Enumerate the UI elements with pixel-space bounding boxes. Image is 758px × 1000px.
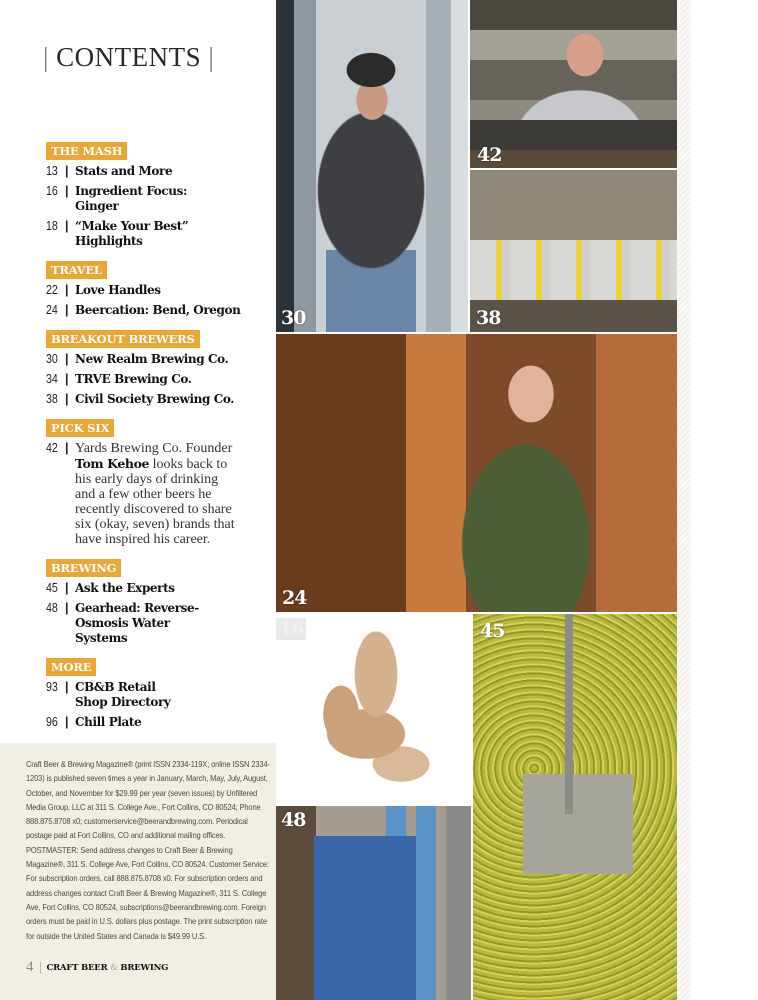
toc-entry[interactable] xyxy=(46,680,272,710)
page-number: 16 xyxy=(46,184,58,198)
page-number: 22 xyxy=(46,283,58,297)
photo-hops-kettle[interactable] xyxy=(473,614,677,1000)
page-number: 93 xyxy=(46,680,58,694)
section-tag: TRAVEL xyxy=(46,261,107,279)
entry-title: Chill Plate xyxy=(75,715,142,729)
entry-description xyxy=(75,441,235,547)
toc-section-travel xyxy=(46,259,272,318)
separator: | xyxy=(65,680,69,694)
entry-title: Beercation: Bend, Oregon xyxy=(75,303,241,317)
desc-text: looks back to his early days of drinking and a few other beers he recently discovered to share six (okay, seven) brands that have inspired his career. xyxy=(75,457,235,547)
photo-page-number: 30 xyxy=(281,307,306,329)
toc-section-brewing xyxy=(46,557,272,646)
table-of-contents xyxy=(46,140,272,740)
separator: | xyxy=(65,303,69,317)
separator: | xyxy=(65,283,69,297)
page-number: 30 xyxy=(46,352,58,366)
entry-title: Stats and More xyxy=(75,164,173,178)
separator: | xyxy=(65,441,69,455)
folio-page-number: 4 xyxy=(26,959,34,975)
photo-new-realm-brewer[interactable] xyxy=(276,0,468,332)
photo-page-number: 45 xyxy=(480,620,505,642)
toc-entry[interactable] xyxy=(46,372,272,387)
photo-pick-six-man-with-pint[interactable] xyxy=(470,0,677,168)
separator: | xyxy=(65,581,69,595)
separator: | xyxy=(65,219,69,233)
page-number: 96 xyxy=(46,715,58,729)
folio-divider xyxy=(40,962,41,974)
photo-page-number: 48 xyxy=(281,809,306,831)
photo-page-number: 38 xyxy=(476,307,501,329)
entry-title: New Realm Brewing Co. xyxy=(75,352,229,366)
toc-section-breakout-brewers xyxy=(46,328,272,407)
separator: | xyxy=(65,164,69,178)
toc-entry[interactable] xyxy=(46,715,272,730)
toc-entry[interactable] xyxy=(46,283,272,298)
page-number: 45 xyxy=(46,581,58,595)
section-tag: BREWING xyxy=(46,559,121,577)
photo-reverse-osmosis-system[interactable] xyxy=(276,806,471,1000)
page-number: 34 xyxy=(46,372,58,386)
section-tag: BREAKOUT BREWERS xyxy=(46,330,200,348)
toc-section-more xyxy=(46,656,272,730)
separator: | xyxy=(65,184,69,198)
section-tag: MORE xyxy=(46,658,96,676)
section-tag: PICK SIX xyxy=(46,419,114,437)
section-tag: THE MASH xyxy=(46,142,127,160)
entry-title: Love Handles xyxy=(75,283,161,297)
photo-ginger-root[interactable] xyxy=(276,614,471,804)
photo-canning-line[interactable] xyxy=(470,170,677,332)
brand-ampersand: & xyxy=(110,962,118,973)
page-number: 13 xyxy=(46,164,58,178)
entry-title: “Make Your Best” Highlights xyxy=(75,219,189,248)
title-bar-left: | xyxy=(43,42,49,72)
separator: | xyxy=(65,392,69,406)
separator: | xyxy=(65,601,69,615)
page-number: 18 xyxy=(46,219,58,233)
featured-name: Tom Kehoe xyxy=(75,456,150,471)
page-number: 24 xyxy=(46,303,58,317)
toc-entry[interactable] xyxy=(46,164,272,179)
entry-title: CB&B Retail Shop Directory xyxy=(75,680,171,709)
toc-entry[interactable] xyxy=(46,392,272,407)
masthead-panel xyxy=(0,743,276,1000)
folio xyxy=(26,959,168,976)
contents-heading: CONTENTS xyxy=(56,42,202,72)
page-number: 38 xyxy=(46,392,58,406)
magazine-brand xyxy=(47,963,169,973)
separator: | xyxy=(65,372,69,386)
desc-text: Yards Brewing Co. Founder xyxy=(75,441,233,456)
entry-title: TRVE Brewing Co. xyxy=(75,372,192,386)
masthead-text: Craft Beer & Brewing Magazine® (print ISSN 2334-119X; online ISSN 2334-1203) is published seven times a year in January, March, May, July, August, October, and November for $29.99 per year (seven issues) by Unfiltered Media Group, LLC at 311 S. College Ave., Fort Collins, CO 80524; Phone 888.875.8708 x0; customerservice@beerandbrewing.com. Periodical postage paid at Fort Collins, CO and additional mailing offices. POSTMASTER: Send address changes to Craft Beer & Brewing Magazine®, 311 S. College Ave, Fort Collins, CO 80524. Customer Service: For subscription orders, call 888.875.8708 x0. For subscription orders and address changes contact Craft Beer & Brewing Magazine®, 311 S. College Ave, Fort Collins, CO 80524, subscriptions@beerandbrewing.com. Foreign orders must be paid in U.S. dollars plus postage. The print subscription rate for outside the United States and Canada is $49.99 U.S. xyxy=(26,760,270,941)
toc-entry[interactable] xyxy=(46,601,272,646)
toc-section-pick-six xyxy=(46,417,272,547)
photo-bend-brewer-copper-kettle[interactable] xyxy=(276,334,677,612)
toc-entry[interactable] xyxy=(46,581,272,596)
toc-entry[interactable] xyxy=(46,303,272,318)
page-title xyxy=(43,42,214,73)
separator: | xyxy=(65,352,69,366)
photo-page-number: 16 xyxy=(276,618,306,640)
toc-entry[interactable] xyxy=(46,184,272,214)
entry-title: Gearhead: Reverse-Osmosis Water Systems xyxy=(75,601,199,645)
photo-page-number: 24 xyxy=(282,587,307,609)
page-number: 42 xyxy=(46,441,58,455)
page-edge xyxy=(677,0,758,1000)
ginger-illustration xyxy=(306,624,446,794)
entry-title: Ingredient Focus: Ginger xyxy=(75,184,187,213)
toc-entry[interactable] xyxy=(46,219,272,249)
page-number: 48 xyxy=(46,601,58,615)
toc-entry[interactable] xyxy=(46,352,272,367)
title-bar-right: | xyxy=(208,42,215,72)
entry-title: Civil Society Brewing Co. xyxy=(75,392,235,406)
toc-entry[interactable] xyxy=(46,441,272,547)
brand-text: BREWING xyxy=(117,962,169,973)
brand-text: CRAFT BEER xyxy=(46,962,111,973)
toc-section-the-mash xyxy=(46,140,272,249)
photo-page-number: 42 xyxy=(477,144,502,166)
separator: | xyxy=(65,715,69,729)
entry-title: Ask the Experts xyxy=(75,581,175,595)
